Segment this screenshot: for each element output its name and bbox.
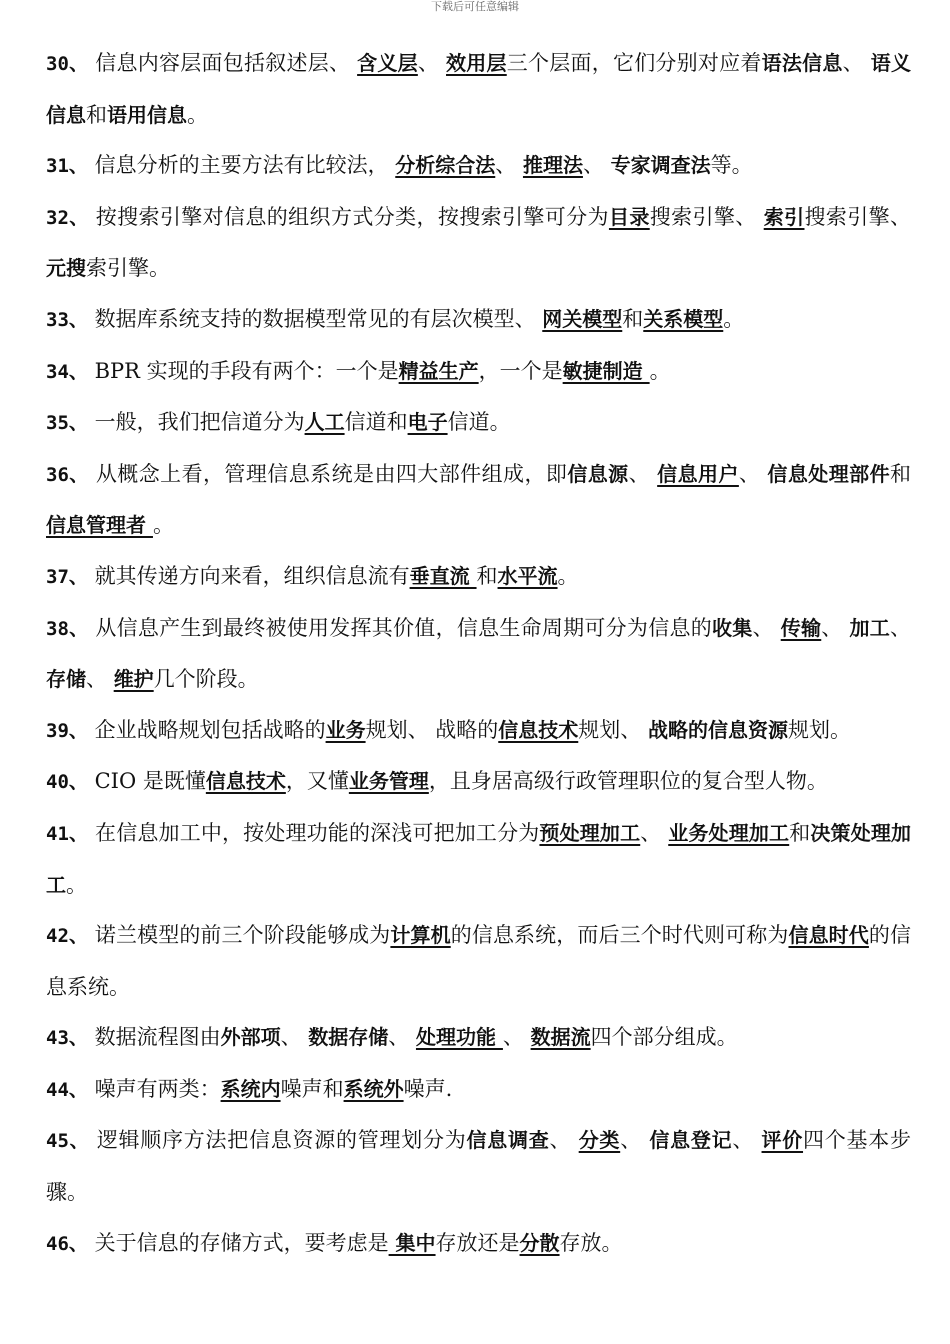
question-text: 、 bbox=[495, 153, 523, 178]
question-text: 存放。 bbox=[559, 1230, 623, 1255]
question-text: 、 bbox=[620, 1128, 650, 1153]
page-header: 下载后可任意编辑 bbox=[431, 0, 519, 13]
answer-blank: 业务 bbox=[325, 717, 366, 742]
question-number: 37、 bbox=[46, 565, 88, 588]
question-text: 规划、 bbox=[578, 717, 648, 742]
question-text: 、 bbox=[417, 51, 447, 75]
question-text: ，且身居高级行政管理职位的复合型人物。 bbox=[428, 769, 828, 794]
answer-blank: 人工 bbox=[304, 410, 345, 435]
question-text: 噪声. bbox=[403, 1076, 453, 1101]
question-text: 、 bbox=[86, 667, 114, 692]
question-item bbox=[46, 1218, 911, 1270]
question-number: 43、 bbox=[46, 1027, 88, 1050]
question-text: 。 bbox=[187, 102, 208, 127]
key-term: 语法信息 bbox=[761, 51, 843, 75]
key-term: 专家调查法 bbox=[610, 153, 711, 178]
question-text: 企业战略规划包括战略的 bbox=[94, 717, 326, 742]
question-text: 和 bbox=[789, 820, 811, 845]
question-text: 按搜索引擎对信息的组织方式分类，按搜索引擎可分为 bbox=[95, 204, 609, 229]
question-text: 规划。 bbox=[787, 717, 851, 742]
question-number: 40、 bbox=[46, 771, 88, 794]
question-number: 39、 bbox=[46, 719, 88, 742]
question-item bbox=[46, 1064, 911, 1116]
question-text: BPR 实现的手段有两个：一个是 bbox=[94, 358, 399, 383]
question-text: 数据流程图由 bbox=[94, 1025, 221, 1050]
question-text: 、 bbox=[582, 153, 611, 178]
question-text: 四个部分组成。 bbox=[590, 1025, 738, 1050]
question-text: 。 bbox=[723, 306, 745, 331]
question-text: 信息分析的主要方法有比较法， bbox=[94, 153, 396, 178]
question-number: 45、 bbox=[46, 1130, 90, 1153]
answer-blank: 网关模型 bbox=[542, 306, 623, 331]
question-item bbox=[46, 397, 911, 449]
question-text: 规划、 战略的 bbox=[365, 717, 499, 742]
answer-blank: 数据流 bbox=[530, 1025, 591, 1050]
answer-blank: 分类 bbox=[578, 1128, 621, 1153]
question-text: 。 bbox=[152, 513, 174, 538]
question-item bbox=[46, 192, 911, 294]
question-text: 信道。 bbox=[447, 410, 511, 435]
question-text: 和 bbox=[890, 461, 911, 486]
question-item bbox=[46, 38, 911, 140]
key-term: 信息登记 bbox=[649, 1128, 733, 1153]
question-text: CIO 是既懂 bbox=[94, 769, 206, 794]
question-number: 30、 bbox=[46, 53, 89, 75]
question-text: ，一个是 bbox=[478, 358, 563, 383]
question-text: 诺兰模型的前三个阶段能够成为 bbox=[94, 923, 391, 948]
question-text: 在信息加工中，按处理功能的深浅可把加工分为 bbox=[95, 820, 540, 845]
key-term: 信息调查 bbox=[466, 1128, 550, 1153]
question-text: 、 bbox=[842, 51, 871, 75]
question-text: 四个基本步骤。 bbox=[46, 1128, 912, 1205]
answer-blank: 敏捷制造 bbox=[562, 358, 650, 383]
answer-blank: 业务管理 bbox=[348, 769, 429, 794]
answer-blank: 信息用户 bbox=[657, 461, 739, 486]
question-number: 41、 bbox=[46, 822, 89, 845]
question-text: 信息内容层面包括叙述层、 bbox=[95, 51, 358, 75]
answer-blank: 评价 bbox=[761, 1128, 804, 1153]
key-term: 语用信息 bbox=[107, 102, 187, 127]
answer-blank: 预处理加工 bbox=[539, 820, 641, 845]
question-item bbox=[46, 449, 911, 551]
key-term: 信息源 bbox=[567, 461, 629, 486]
question-text: 噪声有两类： bbox=[94, 1076, 221, 1101]
answer-blank: 推理法 bbox=[522, 153, 583, 178]
question-number: 32、 bbox=[46, 206, 89, 229]
question-item bbox=[46, 1012, 911, 1064]
question-text: 、 bbox=[752, 615, 781, 640]
question-text: 、 bbox=[549, 1128, 579, 1153]
key-term: 元搜 bbox=[46, 256, 86, 281]
question-number: 35、 bbox=[46, 412, 88, 435]
answer-blank: 系统内 bbox=[220, 1076, 281, 1101]
question-item bbox=[46, 346, 911, 398]
key-term: 存储 bbox=[46, 667, 86, 692]
answer-blank: 目录 bbox=[608, 204, 650, 229]
question-text: 存放还是 bbox=[435, 1230, 520, 1255]
question-text: 索引擎。 bbox=[86, 256, 170, 281]
answer-blank: 含义层 bbox=[357, 51, 418, 75]
answer-blank: 垂直流 bbox=[409, 563, 477, 588]
question-item bbox=[46, 294, 911, 346]
question-item bbox=[46, 705, 911, 757]
question-text: 、 bbox=[738, 461, 768, 486]
answer-blank: 系统外 bbox=[343, 1076, 404, 1101]
question-text: 、 bbox=[628, 461, 658, 486]
answer-blank: 电子 bbox=[407, 410, 448, 435]
answer-blank: 信息时代 bbox=[788, 923, 869, 948]
question-text: 、 bbox=[280, 1025, 309, 1050]
question-item bbox=[46, 551, 911, 603]
question-text: 噪声和 bbox=[280, 1076, 344, 1101]
answer-blank: 索引 bbox=[763, 204, 805, 229]
key-term: 战略的信息资源 bbox=[647, 717, 788, 742]
answer-blank: 分散 bbox=[519, 1230, 560, 1255]
question-text: 、 bbox=[889, 615, 911, 640]
question-text: 信道和 bbox=[344, 410, 408, 435]
answer-blank: 关系模型 bbox=[643, 306, 724, 331]
question-text: 、 bbox=[821, 615, 850, 640]
question-text: 。 bbox=[557, 563, 579, 588]
question-text: 逻辑顺序方法把信息资源的管理划分为 bbox=[96, 1128, 467, 1153]
key-term: 信息处理部件 bbox=[767, 461, 890, 486]
question-text: 、 bbox=[388, 1025, 416, 1050]
answer-blank: 计算机 bbox=[390, 923, 451, 948]
question-text: 、 bbox=[732, 1128, 762, 1153]
key-term: 加工 bbox=[849, 615, 890, 640]
question-text: 。 bbox=[66, 872, 87, 897]
question-item bbox=[46, 756, 911, 808]
question-text: 和 bbox=[86, 102, 107, 127]
answer-blank: 信息管理者 bbox=[46, 513, 153, 538]
answer-blank: 传输 bbox=[780, 615, 822, 640]
question-list bbox=[46, 38, 911, 1269]
question-text: 。 bbox=[649, 358, 671, 383]
answer-blank: 维护 bbox=[113, 667, 154, 692]
question-text: 搜索引擎、 bbox=[649, 204, 764, 229]
answer-blank: 集中 bbox=[388, 1230, 436, 1255]
answer-blank: 业务处理加工 bbox=[668, 820, 790, 845]
key-term: 收集 bbox=[711, 615, 753, 640]
key-term: 决策处理加工 bbox=[46, 820, 912, 897]
question-number: 44、 bbox=[46, 1078, 88, 1101]
question-text: 搜索引擎、 bbox=[804, 204, 912, 229]
question-number: 36、 bbox=[46, 463, 89, 486]
question-item bbox=[46, 140, 911, 192]
question-item bbox=[46, 910, 911, 1012]
question-text: 和 bbox=[622, 306, 644, 331]
key-term: 外部项 bbox=[220, 1025, 281, 1050]
question-text: 三个层面，它们分别对应着 bbox=[506, 51, 762, 75]
question-number: 34、 bbox=[46, 360, 88, 383]
question-number: 46、 bbox=[46, 1232, 88, 1255]
key-term: 数据存储 bbox=[308, 1025, 389, 1050]
question-text: 的信息系统。 bbox=[46, 923, 912, 999]
question-text: 的信息系统，而后三个时代则可称为 bbox=[450, 923, 789, 948]
question-number: 38、 bbox=[46, 617, 89, 640]
answer-blank: 信息技术 bbox=[498, 717, 579, 742]
question-number: 31、 bbox=[46, 155, 88, 178]
question-text: 、 bbox=[502, 1025, 531, 1050]
answer-blank: 水平流 bbox=[497, 563, 558, 588]
question-item bbox=[46, 603, 911, 705]
answer-blank: 信息技术 bbox=[205, 769, 286, 794]
question-text: 数据库系统支持的数据模型常见的有层次模型、 bbox=[94, 306, 543, 331]
key-term: 语义信息 bbox=[46, 51, 912, 127]
question-text: 就其传递方向来看，组织信息流有 bbox=[94, 563, 410, 588]
answer-blank: 分析综合法 bbox=[395, 153, 496, 178]
question-text: 关于信息的存储方式，要考虑是 bbox=[94, 1230, 389, 1255]
question-number: 42、 bbox=[46, 925, 89, 948]
question-text: 一般，我们把信道分为 bbox=[94, 410, 305, 435]
answer-blank: 效用层 bbox=[446, 51, 507, 75]
answer-blank: 处理功能 bbox=[415, 1025, 503, 1050]
question-text: 和 bbox=[476, 563, 498, 588]
question-text: 几个阶段。 bbox=[153, 667, 259, 692]
question-text: 、 bbox=[640, 820, 669, 845]
question-text: 从概念上看，管理信息系统是由四大部件组成，即 bbox=[95, 461, 568, 486]
question-number: 33、 bbox=[46, 308, 88, 331]
question-text: 等。 bbox=[710, 153, 753, 178]
question-item bbox=[46, 1115, 911, 1217]
question-item bbox=[46, 808, 911, 910]
question-text: 从信息产生到最终被使用发挥其价值，信息生命周期可分为信息的 bbox=[95, 615, 712, 640]
answer-blank: 精益生产 bbox=[398, 358, 479, 383]
question-text: ，又懂 bbox=[285, 769, 349, 794]
